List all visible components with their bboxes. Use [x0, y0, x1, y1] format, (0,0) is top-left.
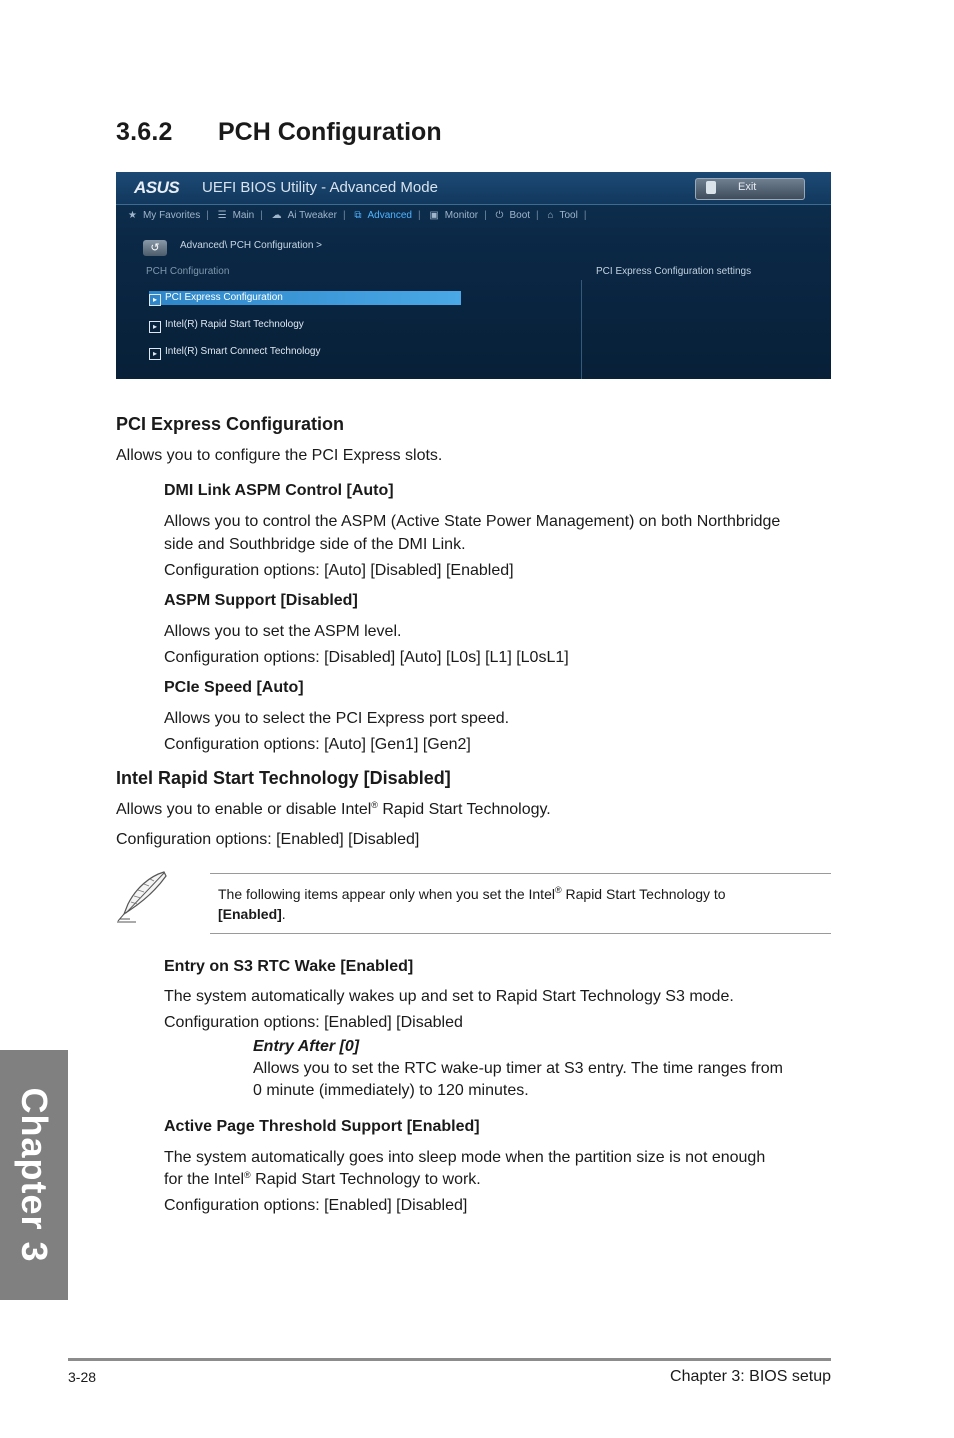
chapter-tab-label: Chapter 3: [14, 1087, 55, 1263]
bios-item-pci-express: [149, 291, 461, 305]
bios-item-label: PCI Express Configuration: [165, 292, 283, 303]
speed-options: Configuration options: [Auto] [Gen1] [Gen2]: [164, 736, 471, 753]
chapter-side-tab: [0, 1050, 68, 1300]
dmi-options: Configuration options: [Auto] [Disabled] [Enabled]: [164, 562, 514, 579]
speed-desc: Allows you to select the PCI Express port speed.: [164, 710, 510, 727]
s3-options: Configuration options: [Enabled] [Disabled: [164, 1014, 463, 1031]
aspm-heading: ASPM Support [Disabled]: [164, 592, 358, 609]
bios-subtitle: PCH Configuration: [146, 266, 230, 277]
footer-rule: [68, 1358, 831, 1361]
bios-menu-bar: ★ My Favorites | ☰ Main | ☁ Ai Tweaker | ⧉ Advanced | ▣ Monitor | ⏻ Boot | ⌂ Tool |: [128, 210, 587, 221]
star-icon: ★: [128, 210, 137, 221]
s3-desc: The system automatically wakes up and set to Rapid Start Technology S3 mode.: [164, 988, 734, 1005]
entry-after-desc-line2: 0 minute (immediately) to 120 minutes.: [253, 1082, 529, 1099]
pci-desc: Allows you to configure the PCI Express slots.: [116, 447, 443, 464]
submenu-icon: ▸: [149, 348, 161, 360]
note-bottom-rule: [210, 933, 831, 934]
menu-boot: Boot: [509, 210, 531, 221]
menu-my-favorites: My Favorites: [142, 210, 201, 221]
rst-heading: Intel Rapid Start Technology [Disabled]: [116, 768, 451, 788]
tweaker-icon: ☁: [271, 210, 282, 221]
tool-icon: ⌂: [547, 210, 554, 221]
aspm-desc: Allows you to set the ASPM level.: [164, 623, 402, 640]
menu-monitor: Monitor: [444, 210, 479, 221]
bios-app-title: UEFI BIOS Utility - Advanced Mode: [202, 179, 438, 196]
bios-divider: [581, 280, 582, 379]
feather-pen-icon: [114, 868, 174, 926]
footer-chapter: Chapter 3: BIOS setup: [670, 1368, 831, 1385]
rst-desc: Allows you to enable or disable Intel® Rapid Start Technology.: [116, 800, 551, 818]
note-text: The following items appear only when you set the Intel® Rapid Start Technology to [Enabled].: [218, 885, 726, 922]
submenu-icon: ▸: [149, 321, 161, 333]
back-icon: ↺: [143, 240, 167, 256]
dmi-desc-line2: side and Southbridge side of the DMI Link.: [164, 536, 466, 553]
note-top-rule: [210, 873, 831, 874]
menu-advanced: Advanced: [367, 210, 412, 221]
bios-item-rapid-start: [149, 318, 304, 332]
page-number: 3-28: [68, 1369, 97, 1385]
menu-ai-tweaker: Ai Tweaker: [287, 210, 337, 221]
bios-breadcrumb: Advanced\ PCH Configuration >: [180, 240, 323, 251]
dmi-desc-line1: Allows you to control the ASPM (Active State Power Management) on both Northbridge: [164, 513, 781, 530]
menu-main: Main: [232, 210, 255, 221]
power-icon: ⏻: [495, 210, 504, 221]
entry-after-desc-line1: Allows you to set the RTC wake-up timer at S3 entry. The time ranges from: [253, 1060, 783, 1077]
speed-heading: PCIe Speed [Auto]: [164, 679, 304, 696]
pci-heading: PCI Express Configuration: [116, 414, 345, 434]
bios-item-label: Intel(R) Smart Connect Technology: [165, 346, 321, 357]
s3-heading: Entry on S3 RTC Wake [Enabled]: [164, 958, 414, 975]
exit-label: Exit: [738, 181, 757, 193]
list-icon: ☰: [217, 210, 227, 221]
bios-item-smart-connect: [149, 345, 320, 359]
apt-desc-line2: for the Intel® Rapid Start Technology to work.: [164, 1170, 481, 1188]
monitor-icon: ▣: [429, 210, 439, 221]
rst-options: Configuration options: [Enabled] [Disabled]: [116, 831, 420, 848]
section-title: PCH Configuration: [218, 118, 442, 146]
entry-after-heading: Entry After [0]: [253, 1038, 360, 1055]
bios-item-label: Intel(R) Rapid Start Technology: [165, 319, 304, 330]
bios-title-bar: [116, 172, 831, 205]
submenu-icon: ▸: [149, 294, 161, 306]
bios-screenshot: [116, 172, 831, 379]
section-number: 3.6.2: [116, 118, 173, 146]
bios-help-text: PCI Express Configuration settings: [596, 266, 752, 277]
asus-logo: ASUS: [134, 178, 180, 197]
exit-button: [695, 178, 805, 200]
apt-heading: Active Page Threshold Support [Enabled]: [164, 1118, 480, 1135]
menu-tool: Tool: [559, 210, 578, 221]
apt-options: Configuration options: [Enabled] [Disabled]: [164, 1197, 468, 1214]
exit-icon: [706, 181, 716, 194]
apt-desc-line1: The system automatically goes into sleep mode when the partition size is not enough: [164, 1149, 766, 1166]
aspm-options: Configuration options: [Disabled] [Auto] [L0s] [L1] [L0sL1]: [164, 649, 569, 666]
advanced-icon: ⧉: [354, 210, 362, 221]
dmi-heading: DMI Link ASPM Control [Auto]: [164, 482, 394, 499]
